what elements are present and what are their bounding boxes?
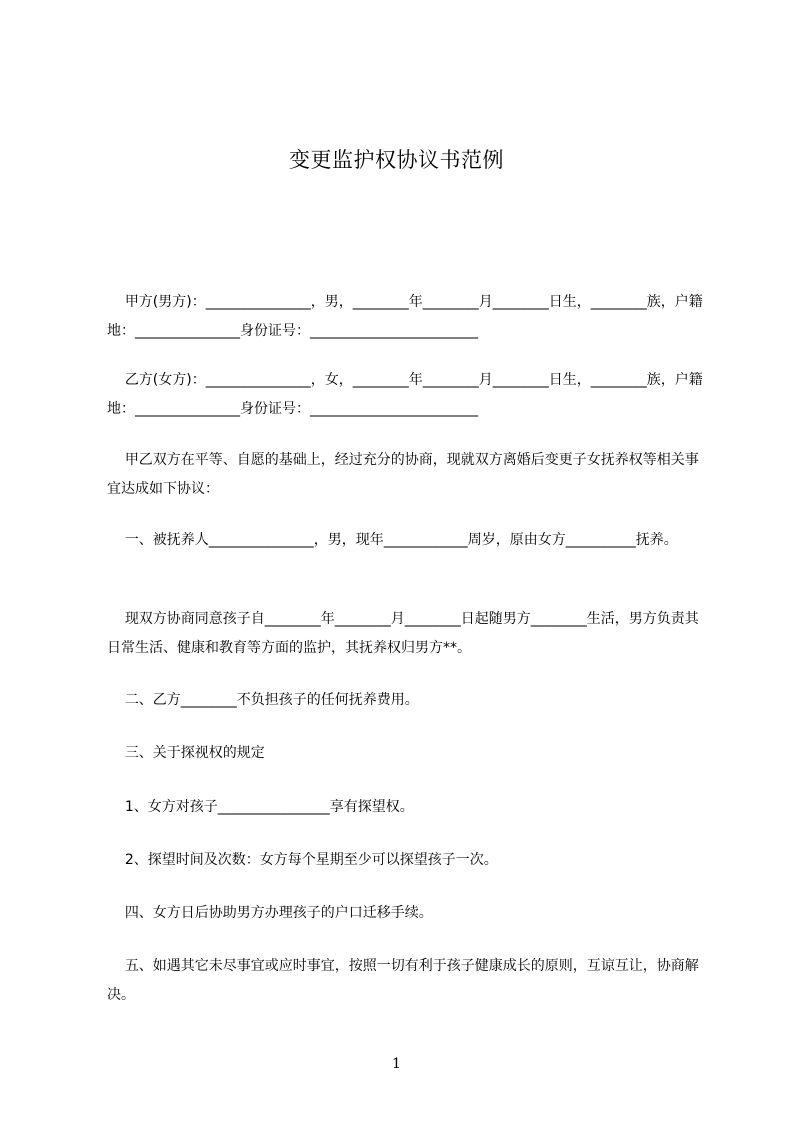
paragraph-clause-3-2: 2、探望时间及次数：女方每个星期至少可以探望孩子一次。 — [107, 852, 498, 868]
paragraph-clause-1: 一、被抚养人_______________，男，现年____________周岁，原由女方__________抚养。 — [107, 532, 678, 548]
paragraph-clause-1-detail: 现双方协商同意孩子自________年________月________日起随男方________生活，男方负责其日常生活、健康和教育等方面的监护，其抚养权归男方**。 — [107, 611, 699, 656]
page-number: 1 — [392, 1056, 401, 1072]
document-title: 变更监护权协议书范例 — [289, 148, 504, 172]
paragraph-clause-5: 五、如遇其它未尽事宜或应时事宜，按照一切有利于孩子健康成长的原则，互谅互让，协商解决。 — [107, 958, 699, 1003]
paragraph-party-b: 乙方(女方)：_______________，女，________年________月________日生，________族，户籍地：_______________身份证号：________________________ — [107, 372, 703, 417]
paragraph-clause-4: 四、女方日后协助男方办理孩子的户口迁移手续。 — [107, 905, 433, 921]
paragraph-clause-2: 二、乙方________不负担孩子的任何抚养费用。 — [107, 692, 419, 708]
paragraph-intro: 甲乙双方在平等、自愿的基础上，经过充分的协商，现就双方离婚后变更子女抚养权等相关事宜达成如下协议： — [107, 452, 699, 497]
paragraph-clause-3-1: 1、女方对孩子________________享有探望权。 — [107, 799, 414, 815]
paragraph-clause-3: 三、关于探视权的规定 — [107, 745, 265, 761]
paragraph-party-a: 甲方(男方)：_______________，男，________年________月________日生，________族，户籍地：_______________身份证号：________________________ — [107, 294, 703, 339]
